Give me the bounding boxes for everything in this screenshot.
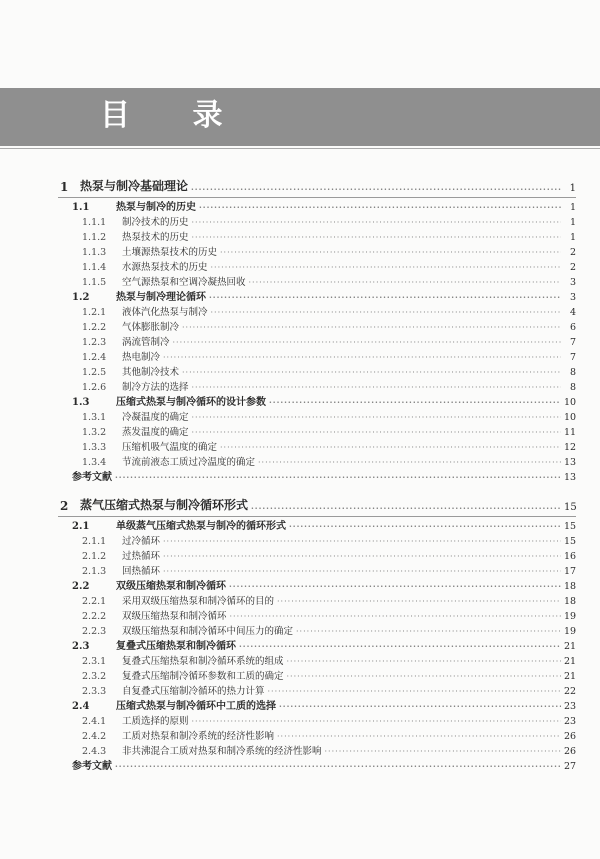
leader-dots (182, 320, 561, 335)
toc-references[interactable] (58, 759, 576, 774)
entry-title: 压缩机吸气温度的确定 (122, 442, 218, 453)
entry-number: 1.2.5 (82, 367, 107, 378)
entry-number: 1.3.1 (82, 412, 107, 423)
chapter-rule (58, 197, 576, 198)
toc-subsection[interactable] (58, 684, 576, 699)
page-number: 26 (564, 731, 577, 742)
entry-title: 双级压缩热泵和制冷循环中间压力的确定 (122, 626, 294, 637)
leader-dots (192, 380, 561, 395)
page-number: 12 (564, 442, 577, 453)
leader-dots (220, 245, 561, 260)
page-number: 26 (564, 746, 577, 757)
toc-subsection[interactable] (58, 425, 576, 440)
entry-title: 热电制冷 (122, 352, 161, 363)
page-number: 18 (564, 596, 577, 607)
entry-number: 1.1.3 (82, 247, 107, 258)
leader-dots (209, 290, 561, 305)
leader-dots (163, 534, 561, 549)
toc-subsection[interactable] (58, 549, 576, 564)
page-number: 15 (564, 521, 577, 532)
page-number: 3 (569, 277, 576, 288)
entry-title: 过冷循环 (122, 536, 161, 547)
chapter-heading[interactable] (58, 495, 576, 513)
entry-number: 2.2.3 (82, 626, 107, 637)
entry-title: 工质选择的原则 (122, 716, 189, 727)
page-number: 8 (569, 367, 576, 378)
toc-section[interactable] (58, 200, 576, 215)
entry-title: 参考文献 (72, 761, 112, 772)
page-number: 15 (564, 502, 577, 513)
entry-number: 2.4.3 (82, 746, 107, 757)
entry-title: 单级蒸气压缩式热泵与制冷的循环形式 (116, 521, 286, 532)
entry-number: 1.3.4 (82, 457, 107, 468)
page-number: 2 (569, 247, 576, 258)
entry-title: 水源热泵技术的历史 (122, 262, 208, 273)
entry-number: 1.1.2 (82, 232, 107, 243)
toc-subsection[interactable] (58, 669, 576, 684)
entry-number: 2.1.3 (82, 566, 107, 577)
entry-number: 2.4.1 (82, 716, 107, 727)
entry-title: 复叠式压缩热泵和制冷循环 (116, 641, 236, 652)
entry-number: 1.1.5 (82, 277, 107, 288)
toc-section[interactable] (58, 639, 576, 654)
entry-number: 2.2.1 (82, 596, 107, 607)
page-number: 2 (569, 262, 576, 273)
leader-dots (296, 624, 561, 639)
leader-dots (268, 684, 561, 699)
toc-subsection[interactable] (58, 335, 576, 350)
entry-number: 1.1 (72, 202, 90, 213)
toc-section[interactable] (58, 290, 576, 305)
page-number: 19 (564, 626, 577, 637)
leader-dots (258, 455, 561, 470)
toc-section[interactable] (58, 395, 576, 410)
toc-subsection[interactable] (58, 275, 576, 290)
divider (0, 148, 600, 149)
toc-subsection[interactable] (58, 320, 576, 335)
page-number: 16 (564, 551, 577, 562)
entry-number: 1.2.3 (82, 337, 107, 348)
leader-dots (220, 440, 561, 455)
entry-number: 1.1.4 (82, 262, 107, 273)
entry-title: 双级压缩热泵和制冷循环 (122, 611, 227, 622)
page-number: 10 (564, 397, 577, 408)
entry-number: 1.3.3 (82, 442, 107, 453)
entry-title: 参考文献 (72, 472, 112, 483)
entry-number: 2.2.2 (82, 611, 107, 622)
entry-title: 压缩式热泵与制冷循环中工质的选择 (116, 701, 276, 712)
entry-number: 2.1.2 (82, 551, 107, 562)
chapter-title: 热泵与制冷基础理论 (80, 179, 189, 193)
page-number: 21 (564, 641, 577, 652)
leader-dots (287, 669, 561, 684)
page-number: 17 (564, 566, 577, 577)
page-number: 13 (564, 457, 577, 468)
entry-title: 空气源热泵和空调冷凝热回收 (122, 277, 246, 288)
chapter-heading[interactable] (58, 176, 576, 194)
leader-dots (115, 759, 561, 774)
header-banner (0, 88, 600, 146)
leader-dots (277, 594, 561, 609)
leader-dots (163, 549, 561, 564)
toc-subsection[interactable] (58, 624, 576, 639)
entry-title: 液体汽化热泵与制冷 (122, 307, 208, 318)
chapter-title: 蒸气压缩式热泵与制冷循环形式 (80, 498, 249, 512)
entry-number: 1.2.2 (82, 322, 107, 333)
page-number: 11 (564, 427, 577, 438)
toc-subsection[interactable] (58, 534, 576, 549)
entry-title: 节流前液态工质过冷温度的确定 (122, 457, 256, 468)
entry-title: 冷凝温度的确定 (122, 412, 189, 423)
entry-title: 非共沸混合工质对热泵和制冷系统的经济性影响 (122, 746, 322, 757)
entry-title: 过热循环 (122, 551, 161, 562)
entry-title: 制冷方法的选择 (122, 382, 189, 393)
leader-dots (115, 470, 561, 485)
leader-dots (251, 503, 561, 513)
leader-dots (192, 230, 561, 245)
leader-dots (230, 609, 561, 624)
toc-subsection[interactable] (58, 729, 576, 744)
entry-number: 2.3.2 (82, 671, 107, 682)
entry-title: 自复叠式压缩制冷循环的热力计算 (122, 686, 265, 697)
page-number: 7 (569, 352, 576, 363)
leader-dots (229, 579, 561, 594)
entry-number: 1.2.4 (82, 352, 107, 363)
page-number: 1 (569, 217, 576, 228)
entry-title: 热泵与制冷理论循环 (116, 292, 206, 303)
leader-dots (191, 184, 561, 194)
toc-subsection[interactable] (58, 410, 576, 425)
entry-title: 工质对热泵和制冷系统的经济性影响 (122, 731, 275, 742)
leader-dots (325, 744, 561, 759)
entry-number: 2.2 (72, 581, 90, 592)
entry-title: 热泵技术的历史 (122, 232, 189, 243)
leader-dots (211, 260, 561, 275)
page-number: 1 (569, 202, 576, 213)
entry-title: 压缩式热泵与制冷循环的设计参数 (116, 397, 266, 408)
entry-title: 双级压缩热泵和制冷循环 (116, 581, 226, 592)
page-number: 8 (569, 382, 576, 393)
toc-subsection[interactable] (58, 260, 576, 275)
toc-subsection[interactable] (58, 365, 576, 380)
toc-subsection[interactable] (58, 245, 576, 260)
leader-dots (192, 410, 561, 425)
leader-dots (163, 564, 561, 579)
entry-title: 复叠式压缩制冷循环参数和工质的确定 (122, 671, 284, 682)
toc-section[interactable] (58, 699, 576, 714)
toc-subsection[interactable] (58, 350, 576, 365)
page-number: 21 (564, 671, 577, 682)
entry-title: 气体膨胀制冷 (122, 322, 180, 333)
page-number: 6 (569, 322, 576, 333)
leader-dots (249, 275, 561, 290)
chapter-number: 2 (60, 499, 69, 513)
page-number: 1 (569, 183, 576, 194)
page-number: 21 (564, 656, 577, 667)
page-number: 22 (564, 686, 577, 697)
entry-title: 采用双级压缩热泵和制冷循环的目的 (122, 596, 275, 607)
chapter-number: 1 (60, 180, 69, 194)
toc-subsection[interactable] (58, 609, 576, 624)
entry-title: 涡流管制冷 (122, 337, 170, 348)
entry-number: 1.3.2 (82, 427, 107, 438)
toc-section[interactable] (58, 519, 576, 534)
toc-subsection[interactable] (58, 744, 576, 759)
toc-subsection[interactable] (58, 440, 576, 455)
leader-dots (182, 365, 561, 380)
leader-dots (287, 654, 561, 669)
entry-number: 2.4.2 (82, 731, 107, 742)
entry-title: 蒸发温度的确定 (122, 427, 189, 438)
toc-subsection[interactable] (58, 654, 576, 669)
toc-subsection[interactable] (58, 455, 576, 470)
entry-title: 复叠式压缩热泵和制冷循环系统的组成 (122, 656, 284, 667)
leader-dots (192, 215, 561, 230)
page-number: 19 (564, 611, 577, 622)
page-number: 3 (569, 292, 576, 303)
page-number: 15 (564, 536, 577, 547)
entry-number: 1.3 (72, 397, 90, 408)
toc-subsection[interactable] (58, 215, 576, 230)
entry-title: 土壤源热泵技术的历史 (122, 247, 218, 258)
page-number: 1 (569, 232, 576, 243)
entry-title: 热泵与制冷的历史 (116, 202, 196, 213)
page-number: 7 (569, 337, 576, 348)
leader-dots (211, 305, 561, 320)
toc-references[interactable] (58, 470, 576, 485)
toc-subsection[interactable] (58, 594, 576, 609)
entry-number: 1.2.1 (82, 307, 107, 318)
chapter-rule (58, 516, 576, 517)
leader-dots (239, 639, 561, 654)
toc-subsection[interactable] (58, 564, 576, 579)
entry-number: 2.3.3 (82, 686, 107, 697)
entry-title: 其他制冷技术 (122, 367, 180, 378)
toc-subsection[interactable] (58, 380, 576, 395)
entry-number: 2.4 (72, 701, 90, 712)
page-number: 27 (564, 761, 577, 772)
leader-dots (269, 395, 561, 410)
table-of-contents (58, 176, 576, 774)
page-number: 18 (564, 581, 577, 592)
entry-title: 制冷技术的历史 (122, 217, 189, 228)
leader-dots (173, 335, 561, 350)
leader-dots (163, 350, 561, 365)
page-number: 23 (564, 701, 577, 712)
page-number: 4 (569, 307, 576, 318)
leader-dots (192, 714, 561, 729)
leader-dots (192, 425, 561, 440)
page-number: 13 (564, 472, 577, 483)
entry-number: 1.2.6 (82, 382, 107, 393)
entry-number: 2.3 (72, 641, 90, 652)
entry-number: 1.2 (72, 292, 90, 303)
page-title: 目 录 (100, 98, 249, 133)
leader-dots (277, 729, 561, 744)
toc-subsection[interactable] (58, 230, 576, 245)
entry-number: 2.1 (72, 521, 90, 532)
leader-dots (289, 519, 561, 534)
entry-number: 2.1.1 (82, 536, 107, 547)
page-number: 10 (564, 412, 577, 423)
toc-subsection[interactable] (58, 305, 576, 320)
page-number: 23 (564, 716, 577, 727)
entry-title: 回热循环 (122, 566, 161, 577)
toc-subsection[interactable] (58, 714, 576, 729)
leader-dots (199, 200, 561, 215)
toc-section[interactable] (58, 579, 576, 594)
entry-number: 2.3.1 (82, 656, 107, 667)
leader-dots (279, 699, 561, 714)
entry-number: 1.1.1 (82, 217, 107, 228)
